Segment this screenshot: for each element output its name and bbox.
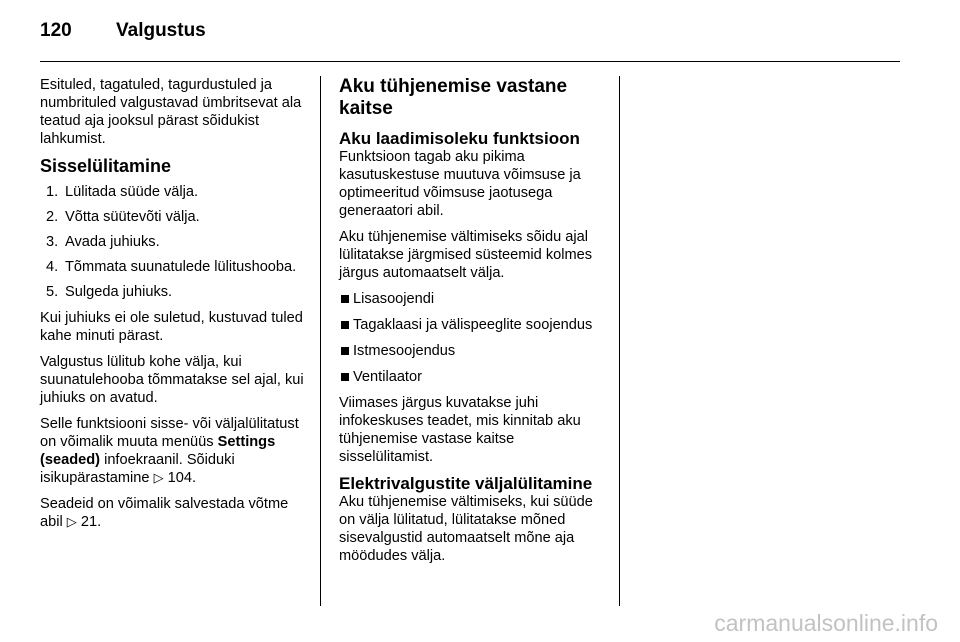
paragraph: Viimases järgus kuvatakse juhi infokeskuses teadet, mis kinnitab aku tühjenemise vastase kaitse sisselülitamist. — [339, 395, 581, 465]
header-rule — [40, 61, 900, 62]
list-item: Istmesoojendus — [339, 342, 609, 360]
systems-list — [339, 290, 609, 386]
paragraph: Funktsioon tagab aku pikima kasutuskestuse muutuva võimsuse ja optimeeritud võimsuse jaotusega generaatori abil. — [339, 149, 581, 219]
paragraph: Aku tühjenemise vältimiseks sõidu ajal lülitatakse järgmised süsteemid kolmes järgus automaatselt välja. — [339, 229, 593, 281]
intro-paragraph: Esituled, tagatuled, tagurdustuled ja numbrituled valgustavad ümbritsevat ala teatud aja jooksul pärast sõidukist lahkumist. — [40, 77, 302, 147]
subheading-lights-off: Elektrivalgustite väljalülitamine — [339, 474, 593, 493]
paragraph: Kui juhiuks ei ole suletud, kustuvad tuled kahe minuti pärast. — [40, 310, 303, 344]
column-divider — [619, 76, 620, 606]
column-divider — [320, 76, 321, 606]
page-title: Valgustus — [116, 20, 206, 41]
section-heading-switch-on: Sisselülitamine — [40, 156, 172, 176]
subheading-charge-state: Aku laadimisoleku funktsioon — [339, 129, 580, 148]
paragraph: Aku tühjenemise vältimiseks, kui süüde on välja lülitatud, lülitatakse mõned sisevalgustid automaatselt mõne aja möödudes välja. — [339, 494, 593, 564]
page-reference[interactable]: 21. — [80, 514, 102, 530]
list-item: 1. Lülitada süüde välja. — [46, 184, 199, 200]
left-column — [40, 76, 310, 539]
bullet-square-icon — [341, 373, 349, 381]
steps-list — [40, 183, 310, 301]
page-number: 120 — [40, 20, 72, 41]
settings-menu-name: Settings (seaded) — [40, 434, 276, 468]
key-memory-paragraph: Seadeid on võimalik salvestada võtme abil ▷ 21. — [40, 496, 289, 530]
list-item: 2. Võtta süütevõti välja. — [46, 209, 200, 225]
bullet-square-icon — [341, 321, 349, 329]
list-item: 4. Tõmmata suunatulede lülitushooba. — [46, 259, 297, 275]
page-reference-arrow-icon: ▷ — [153, 470, 164, 485]
list-item: 3. Avada juhiuks. — [46, 234, 160, 250]
settings-paragraph: Selle funktsiooni sisse- või väljalülitatust on võimalik muuta menüüs Settings (seaded) infoekraanil. Sõiduki isikupärastamine ▷ 104. — [40, 416, 299, 486]
right-column — [339, 76, 609, 573]
list-item: Tagaklaasi ja välispeeglite soojendus — [339, 316, 609, 334]
bullet-square-icon — [341, 347, 349, 355]
list-item: Ventilaator — [339, 368, 609, 386]
watermark: carmanualsonline.info — [714, 610, 938, 636]
paragraph: Valgustus lülitub kohe välja, kui suunatulehooba tõmmatakse sel ajal, kui juhiuks on avatud. — [40, 354, 304, 406]
section-heading-battery: Aku tühjenemise vastane kaitse — [339, 76, 568, 119]
page-reference-arrow-icon: ▷ — [66, 514, 77, 529]
bullet-square-icon — [341, 295, 349, 303]
list-item: 5. Sulgeda juhiuks. — [46, 284, 173, 300]
list-item: Lisasoojendi — [339, 290, 609, 308]
page-reference[interactable]: 104. — [167, 470, 197, 486]
